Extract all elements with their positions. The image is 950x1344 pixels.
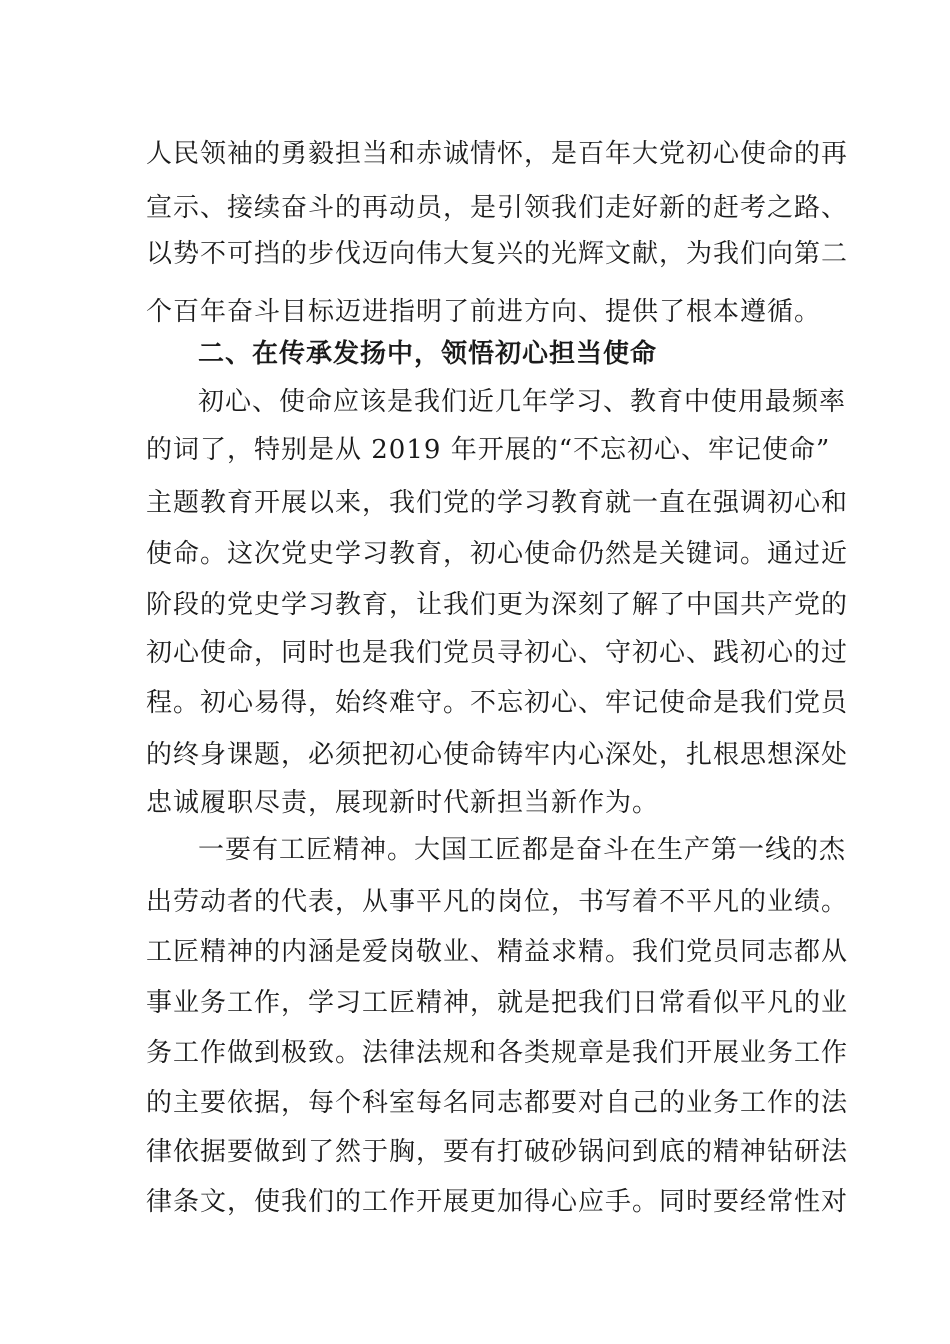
text-line: 初心、使命应该是我们近几年学习、教育中使用最频率	[198, 387, 847, 417]
text-line: 事业务工作，学习工匠精神，就是把我们日常看似平凡的业	[146, 988, 849, 1018]
text-line: 个百年奋斗目标迈进指明了前进方向、提供了根本遵循。	[146, 297, 822, 327]
text-line: 律依据要做到了然于胸，要有打破砂锅问到底的精神钻研法	[146, 1137, 849, 1167]
section-heading: 二、在传承发扬中，领悟初心担当使命	[198, 339, 658, 369]
text-line: 出劳动者的代表，从事平凡的岗位，书写着不平凡的业绩。	[146, 887, 849, 917]
text-line: 的终身课题，必须把初心使命铸牢内心深处，扎根思想深处	[146, 740, 849, 770]
text-line: 务工作做到极致。法律法规和各类规章是我们开展业务工作	[146, 1038, 849, 1068]
text-line: 人民领袖的勇毅担当和赤诚情怀，是百年大党初心使命的再	[146, 139, 849, 169]
text-line: 初心使命，同时也是我们党员寻初心、守初心、践初心的过	[146, 638, 849, 668]
text-line: 律条文，使我们的工作开展更加得心应手。同时要经常性对	[146, 1187, 849, 1217]
text-line: 忠诚履职尽责，展现新时代新担当新作为。	[146, 788, 660, 818]
text-line: 程。初心易得，始终难守。不忘初心、牢记使命是我们党员	[146, 688, 849, 718]
text-line: 的词了，特别是从 2019 年开展的“不忘初心、牢记使命”	[146, 435, 831, 465]
text-line: 主题教育开展以来，我们党的学习教育就一直在强调初心和	[146, 488, 849, 518]
text-line: 阶段的党史学习教育，让我们更为深刻了解了中国共产党的	[146, 590, 849, 620]
text-line: 使命。这次党史学习教育，初心使命仍然是关键词。通过近	[146, 539, 849, 569]
text-line: 一要有工匠精神。大国工匠都是奋斗在生产第一线的杰	[198, 835, 847, 865]
text-line: 宣示、接续奋斗的再动员，是引领我们走好新的赶考之路、	[146, 193, 849, 223]
text-line: 工匠精神的内涵是爱岗敬业、精益求精。我们党员同志都从	[146, 937, 849, 967]
text-line: 以势不可挡的步伐迈向伟大复兴的光辉文献，为我们向第二	[146, 239, 849, 269]
text-line: 的主要依据，每个科室每名同志都要对自己的业务工作的法	[146, 1088, 849, 1118]
